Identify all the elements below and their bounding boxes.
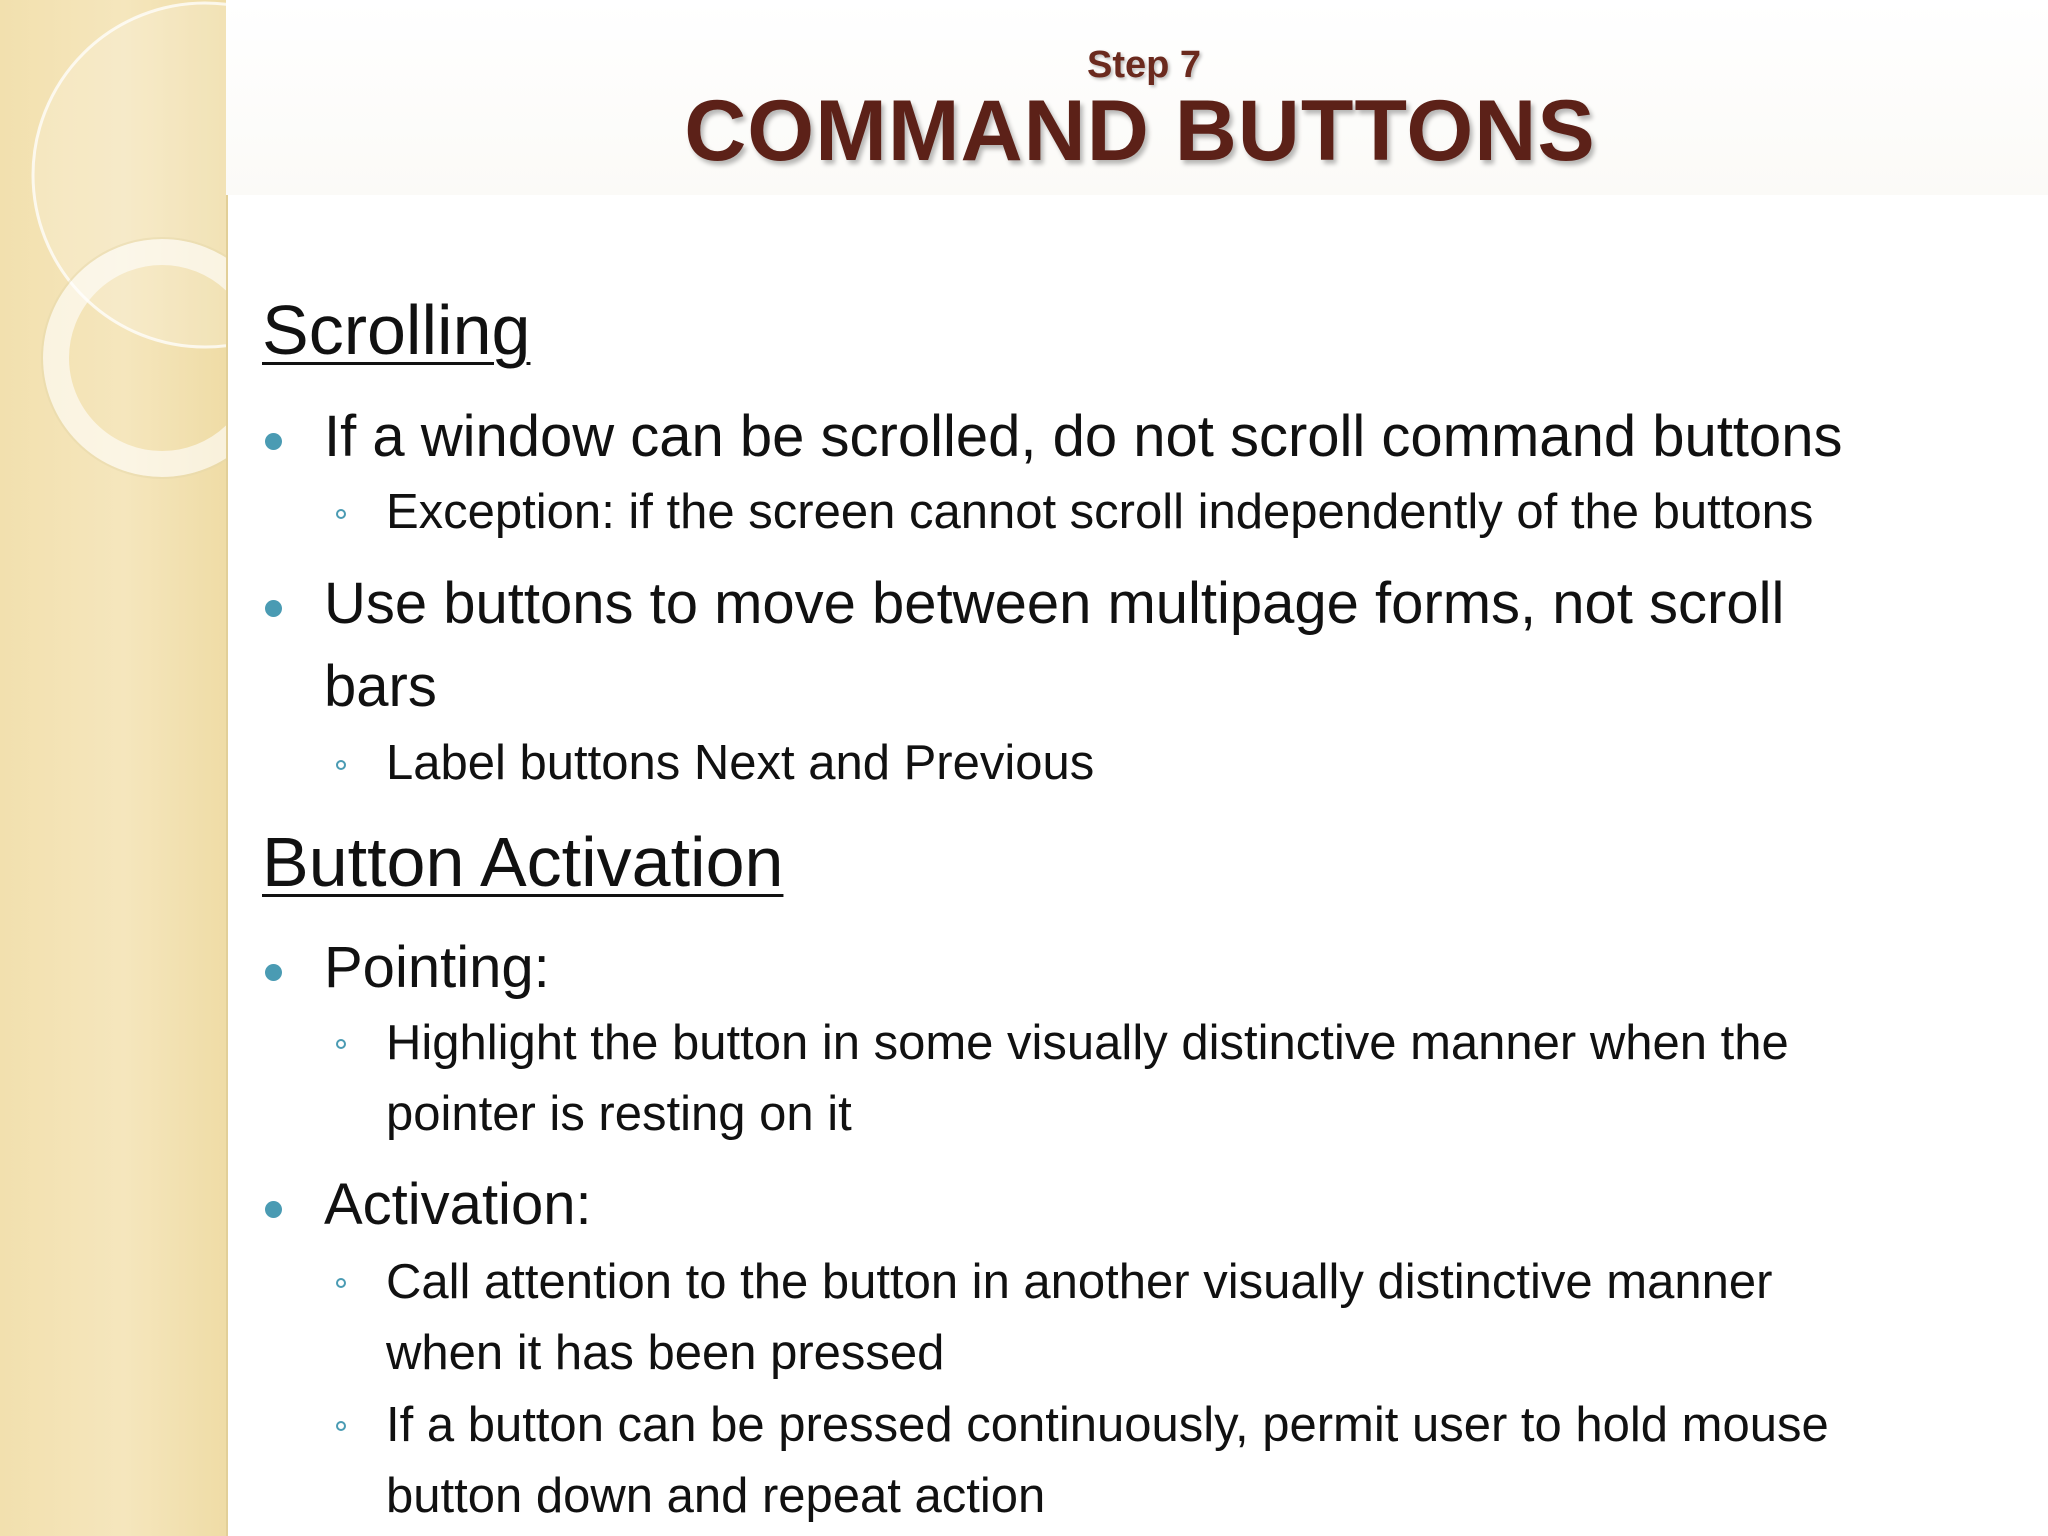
- bullet-item: Use buttons to move between multipage forms, not scroll: [324, 571, 1785, 636]
- sub-bullet-ring: [336, 1278, 346, 1288]
- bullet-item: If a window can be scrolled, do not scroll command buttons: [324, 404, 1843, 469]
- slide-kicker: Step 7: [1086, 44, 1202, 86]
- bullet-dot: [265, 964, 282, 981]
- sub-bullet-ring: [336, 1039, 346, 1049]
- bullet-item-continued: bars: [324, 654, 437, 719]
- sub-bullet-item-continued: when it has been pressed: [386, 1326, 945, 1380]
- sub-bullet-item: Highlight the button in some visually distinctive manner when the: [386, 1016, 1789, 1070]
- sub-bullet-ring: [336, 1421, 346, 1431]
- section-heading-button-activation: Button Activation: [262, 823, 784, 901]
- section-heading-scrolling: Scrolling: [262, 291, 531, 369]
- bullet-item: Pointing:: [324, 935, 550, 1000]
- sub-bullet-item-continued: pointer is resting on it: [386, 1087, 852, 1141]
- slide-title: COMMAND BUTTONS: [684, 83, 1596, 179]
- bullet-dot: [265, 1201, 282, 1218]
- sub-bullet-item: Call attention to the button in another visually distinctive manner: [386, 1255, 1773, 1309]
- bullet-dot: [265, 600, 282, 617]
- sub-bullet-ring: [336, 509, 346, 519]
- sub-bullet-item: Exception: if the screen cannot scroll independently of the buttons: [386, 485, 1814, 539]
- sub-bullet-item: Label buttons Next and Previous: [386, 736, 1095, 790]
- sub-bullet-ring: [336, 760, 346, 770]
- sub-bullet-item-continued: button down and repeat action: [386, 1469, 1046, 1523]
- bullet-dot: [265, 433, 282, 450]
- bullet-item: Activation:: [324, 1172, 592, 1237]
- sub-bullet-item: If a button can be pressed continuously, permit user to hold mouse: [386, 1398, 1829, 1452]
